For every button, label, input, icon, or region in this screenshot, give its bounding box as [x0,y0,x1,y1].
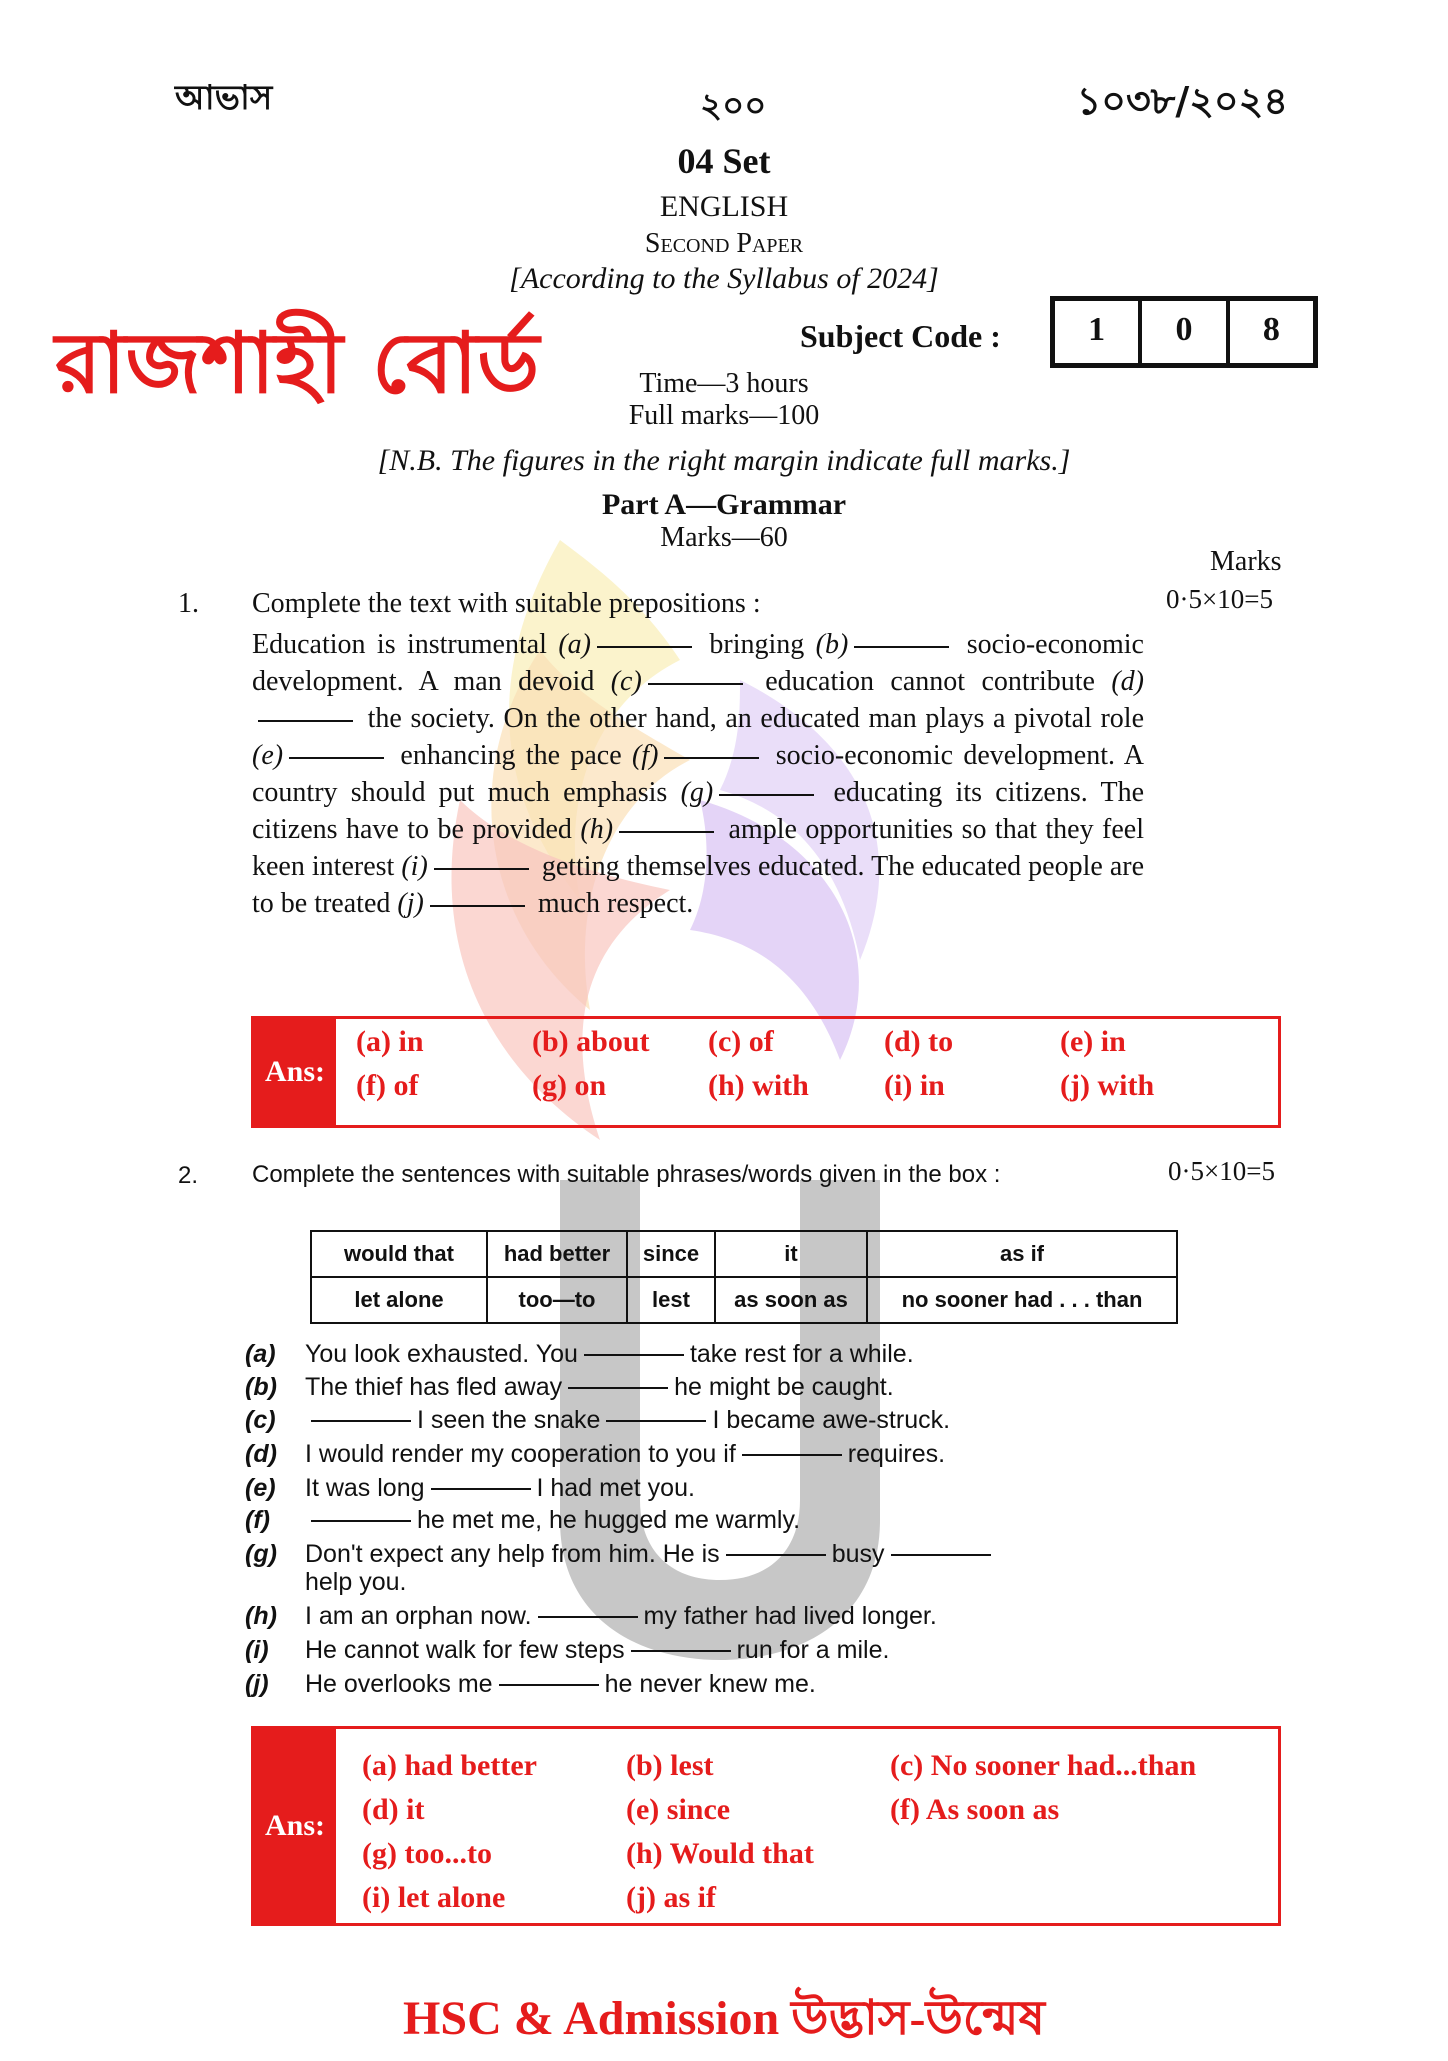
subject-code-digit: 1 [1055,301,1142,363]
blank-line [664,757,759,759]
phrase-cell: as soon as [715,1277,867,1323]
sentence-text: I had met you. [536,1474,695,1502]
q1-answer-box [251,1016,1281,1128]
passage-text: bringing [709,629,816,660]
sentence-text: I became awe-struck. [712,1406,951,1434]
syllabus-note: [According to the Syllabus of 2024] [509,262,939,295]
subject-title: ENGLISH [659,190,789,223]
sentence-text: He overlooks me [305,1670,493,1698]
sentence-text: help you. [305,1568,407,1596]
answer-item: (e) since [626,1793,731,1826]
answer-item: (g) on [532,1069,607,1102]
answer-item: (f) As soon as [890,1793,1060,1826]
sentence-text: take rest for a while. [689,1340,914,1368]
sentence-j [245,1670,816,1699]
full-marks: Full marks—100 [628,400,820,431]
sentence-label: (g) [245,1540,277,1568]
marks-heading: Marks [1210,546,1282,577]
q1-passage [252,626,1144,922]
subject-code-box [1050,296,1318,368]
sentence-text: run for a mile. [736,1636,890,1664]
passage-text: ample opportunities so that they feel keen interest [252,814,1144,882]
sentence-c [245,1406,950,1435]
q1-number: 1. [178,588,199,619]
page-number: ২০০ [700,86,767,126]
blank-line [742,1454,842,1456]
blank-line [258,720,353,722]
time-info: Time—3 hours [639,368,809,399]
blank-line [597,646,692,648]
sentence-g-continued [245,1568,406,1597]
sentence-text: he met me, he hugged me warmly. [417,1506,801,1534]
blank-label: (i) [401,851,428,882]
phrase-cell: no sooner had . . . than [867,1277,1177,1323]
sentence-label: (d) [245,1440,277,1468]
sentence-text: I seen the snake [417,1406,601,1434]
answer-item: (f) of [356,1069,419,1102]
sentence-text: He cannot walk for few steps [305,1636,625,1664]
sentence-d [245,1440,945,1469]
answer-item: (g) too...to [362,1837,492,1870]
blank-line [891,1554,991,1556]
sentence-text: busy [831,1540,885,1568]
q1-instruction: Complete the text with suitable prepositions : [252,588,761,619]
sentence-text: I am an orphan now. [305,1602,532,1630]
blank-line [726,1554,826,1556]
phrase-cell: lest [627,1277,715,1323]
answer-item: (d) to [884,1025,954,1058]
answer-item: (a) had better [362,1749,537,1782]
sentence-label: (b) [245,1373,277,1401]
phrase-cell: as if [867,1231,1177,1277]
blank-line [606,1420,706,1422]
sentence-i [245,1636,889,1665]
sentence-f [245,1506,800,1535]
part-marks: Marks—60 [660,522,788,553]
passage-text: getting themselves educated. The educated people are to be treated [252,851,1144,919]
answer-item: (a) in [356,1025,424,1058]
passage-text: the society. On the other hand, an educated man plays a pivotal role [367,703,1145,734]
blank-line [431,1488,531,1490]
blank-line [584,1354,684,1356]
answer-item: (i) in [884,1069,945,1102]
sentence-text: The thief has fled away [305,1373,563,1401]
blank-line [854,646,949,648]
answer-item: (j) with [1060,1069,1155,1102]
blank-label: (e) [252,740,284,771]
phrase-cell: too—to [487,1277,627,1323]
sentence-label: (j) [245,1670,269,1698]
header-left-label: আভাস [175,78,273,118]
phrase-cell: let alone [311,1277,487,1323]
part-title: Part A—Grammar [601,488,847,521]
blank-line [538,1616,638,1618]
q2-answer-box [251,1726,1281,1926]
answer-item: (b) lest [626,1749,714,1782]
answer-item: (d) it [362,1793,425,1826]
sentence-a [245,1340,914,1369]
blank-line [289,757,384,759]
answer-item: (i) let alone [362,1881,506,1914]
subject-code-digit: 8 [1262,311,1280,348]
blank-line [568,1387,668,1389]
footer-brand: HSC & Admission উদ্ভাস-উন্মেষ [403,1992,1045,2045]
blank-line [648,683,743,685]
sentence-label: (i) [245,1636,269,1664]
nb-note: [N.B. The figures in the right margin indicate full marks.] [377,444,1071,477]
board-name: রাজশাহী বোর্ড [55,314,540,412]
passage-text: socio-economic development. A country should put much emphasis [252,740,1145,808]
subject-code-label: Subject Code : [800,318,1001,354]
sentence-text: he never knew me. [604,1670,816,1698]
answer-tag: Ans: [254,1019,336,1125]
blank-label: (d) [1111,666,1144,697]
q2-instruction: Complete the sentences with suitable phrases/words given in the box : [252,1161,1001,1188]
passage-text: Education is instrumental [252,629,559,660]
blank-line [499,1684,599,1686]
blank-line [631,1650,731,1652]
passage-text: socio-economic development. A man devoid [252,629,1144,697]
set-title: 04 Set [677,141,771,181]
subject-code-digit: 0 [1142,301,1229,363]
table-row [311,1277,1177,1323]
sentence-text: he might be caught. [674,1373,894,1401]
blank-label: (f) [631,740,659,771]
sentence-text: my father had lived longer. [643,1602,937,1630]
answer-item: (b) about [532,1025,650,1058]
blank-label: (c) [610,666,642,697]
sentence-label: (f) [245,1506,270,1534]
phrase-box [310,1230,1178,1324]
sentence-text: Don't expect any help from him. He is [305,1540,720,1568]
answer-item: (e) in [1060,1025,1126,1058]
passage-text: much respect. [537,888,694,919]
sentence-label: (c) [245,1406,276,1434]
blank-label: (b) [815,629,849,660]
passage-text: education cannot contribute [765,666,1112,697]
sentence-text: It was long [305,1474,425,1502]
phrase-cell: it [715,1231,867,1277]
phrase-cell: since [627,1231,715,1277]
passage-text: educating its citizens. The citizens have to be provided [252,777,1145,845]
sentence-label: (a) [245,1340,276,1368]
exam-code: ১০৩৮/২০২৪ [1076,79,1288,123]
blank-line [430,905,525,907]
answer-item: (c) No sooner had...than [890,1749,1197,1782]
q1-marks: 0·5×10=5 [1166,584,1273,614]
answer-item: (h) with [708,1069,809,1102]
blank-label: (a) [558,629,591,660]
blank-label: (g) [680,777,714,808]
sentence-g [245,1540,997,1569]
sentence-label: (h) [245,1602,277,1630]
sentence-b [245,1373,894,1402]
table-row [311,1231,1177,1277]
blank-label: (j) [397,888,424,919]
passage-text: enhancing the pace [400,740,632,771]
sentence-h [245,1602,937,1631]
phrase-cell: would that [311,1231,487,1277]
sentence-text: I would render my cooperation to you if [305,1440,736,1468]
blank-line [311,1420,411,1422]
phrase-cell: had better [487,1231,627,1277]
sentence-label: (e) [245,1474,276,1502]
blank-line [719,794,814,796]
sentence-e [245,1474,695,1503]
blank-label: (h) [580,814,614,845]
blank-line [619,831,714,833]
q2-marks: 0·5×10=5 [1168,1156,1275,1186]
blank-line [434,868,529,870]
blank-line [311,1520,411,1522]
paper-title: Second Paper [644,228,804,259]
sentence-text: requires. [847,1440,946,1468]
answer-item: (c) of [708,1025,774,1058]
answer-item: (j) as if [626,1881,716,1914]
answer-item: (h) Would that [626,1837,814,1870]
answer-tag: Ans: [254,1729,336,1923]
sentence-text: You look exhausted. You [305,1340,578,1368]
q2-number: 2. [178,1162,199,1189]
